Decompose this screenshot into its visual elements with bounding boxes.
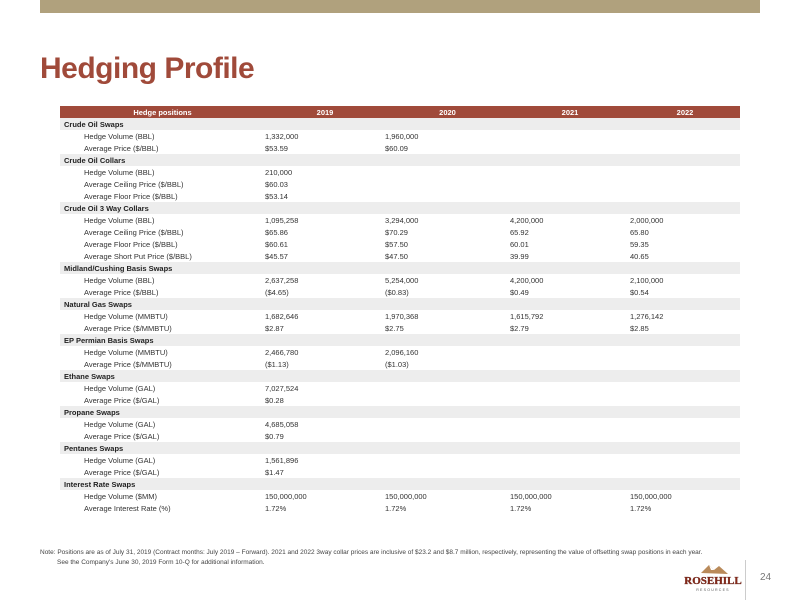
section-header-row (60, 262, 740, 274)
value-cell-2021: 4,200,000 (510, 215, 544, 225)
value-cell-2022 (630, 178, 740, 190)
value-cell-2022 (630, 346, 740, 358)
footer-divider (745, 560, 746, 600)
footnote-line-2: See the Company's June 30, 2019 Form 10-Q for additional information. (57, 559, 265, 566)
row-label: Average Ceiling Price ($/BBL) (84, 227, 184, 237)
row-label: Average Price ($/GAL) (84, 395, 160, 405)
value-cell-2020: 1,960,000 (385, 131, 419, 141)
hedge-table-container (60, 106, 740, 514)
table-row (60, 430, 740, 442)
table-row (60, 142, 740, 154)
table-row (60, 190, 740, 202)
value-cell-2020: 1.72% (385, 503, 407, 513)
table-row (60, 394, 740, 406)
header-year-2020: 2020 (385, 106, 510, 118)
row-label: Hedge Volume (BBL) (84, 167, 155, 177)
section-header-row (60, 334, 740, 346)
top-accent-bar (40, 0, 760, 13)
value-cell-2021 (510, 130, 630, 142)
value-cell-2020 (385, 394, 510, 406)
section-title: Interest Rate Swaps (60, 478, 740, 490)
value-cell-2021 (510, 190, 630, 202)
table-row (60, 418, 740, 430)
value-cell-2021: $0.49 (510, 287, 529, 297)
row-label: Average Floor Price ($/BBL) (84, 239, 178, 249)
table-row (60, 286, 740, 298)
value-cell-2021 (510, 346, 630, 358)
value-cell-2022: 1.72% (630, 503, 652, 513)
table-row (60, 322, 740, 334)
section-title: Crude Oil 3 Way Collars (60, 202, 740, 214)
value-cell-2022 (630, 190, 740, 202)
table-row (60, 274, 740, 286)
value-cell-2019: 1.72% (265, 503, 287, 513)
value-cell-2022 (630, 142, 740, 154)
value-cell-2021: 1,615,792 (510, 311, 544, 321)
value-cell-2022 (630, 394, 740, 406)
row-label: Hedge Volume (GAL) (84, 383, 156, 393)
header-hedge-positions: Hedge positions (60, 106, 265, 118)
value-cell-2022: 40.65 (630, 251, 649, 261)
value-cell-2020 (385, 454, 510, 466)
value-cell-2019: 210,000 (265, 167, 293, 177)
value-cell-2021 (510, 430, 630, 442)
table-row (60, 502, 740, 514)
section-header-row (60, 202, 740, 214)
footnote (40, 548, 720, 568)
value-cell-2021 (510, 142, 630, 154)
value-cell-2022 (630, 466, 740, 478)
value-cell-2019: 1,095,258 (265, 215, 299, 225)
value-cell-2019: ($1.13) (265, 359, 289, 369)
table-row (60, 454, 740, 466)
value-cell-2021 (510, 466, 630, 478)
table-row (60, 226, 740, 238)
row-label: Average Price ($/GAL) (84, 431, 160, 441)
section-header-row (60, 154, 740, 166)
header-year-2019: 2019 (265, 106, 385, 118)
value-cell-2020: $47.50 (385, 251, 408, 261)
table-row (60, 130, 740, 142)
value-cell-2019: $45.57 (265, 251, 288, 261)
row-label: Average Price ($/BBL) (84, 143, 159, 153)
value-cell-2021: 1.72% (510, 503, 532, 513)
table-row (60, 490, 740, 502)
value-cell-2020 (385, 382, 510, 394)
value-cell-2021: 39.99 (510, 251, 529, 261)
value-cell-2020: 3,294,000 (385, 215, 419, 225)
value-cell-2021 (510, 382, 630, 394)
value-cell-2021 (510, 166, 630, 178)
table-row (60, 250, 740, 262)
value-cell-2020: ($1.03) (385, 359, 409, 369)
page-number: 24 (760, 572, 772, 583)
value-cell-2019: 2,466,780 (265, 347, 299, 357)
value-cell-2022: 150,000,000 (630, 491, 672, 501)
section-title: Propane Swaps (60, 406, 740, 418)
value-cell-2019: $0.28 (265, 395, 284, 405)
value-cell-2020: $2.75 (385, 323, 404, 333)
value-cell-2020: 2,096,160 (385, 347, 419, 357)
value-cell-2021 (510, 358, 630, 370)
value-cell-2022 (630, 382, 740, 394)
table-row (60, 214, 740, 226)
value-cell-2020: 1,970,368 (385, 311, 419, 321)
table-row (60, 382, 740, 394)
section-header-row (60, 118, 740, 130)
row-label: Hedge Volume (BBL) (84, 131, 155, 141)
value-cell-2020 (385, 418, 510, 430)
table-row (60, 310, 740, 322)
value-cell-2021 (510, 454, 630, 466)
header-year-2021: 2021 (510, 106, 630, 118)
value-cell-2020: 5,254,000 (385, 275, 419, 285)
value-cell-2019: 7,027,524 (265, 383, 299, 393)
row-label: Average Price ($/GAL) (84, 467, 160, 477)
value-cell-2021 (510, 178, 630, 190)
value-cell-2019: $0.79 (265, 431, 284, 441)
value-cell-2019: 1,332,000 (265, 131, 299, 141)
section-header-row (60, 370, 740, 382)
table-row (60, 166, 740, 178)
value-cell-2022: 59.35 (630, 239, 649, 249)
value-cell-2022: 2,100,000 (630, 275, 664, 285)
value-cell-2022: 1,276,142 (630, 311, 664, 321)
value-cell-2022 (630, 430, 740, 442)
value-cell-2019: $53.14 (265, 191, 288, 201)
table-row (60, 358, 740, 370)
value-cell-2022: 65.80 (630, 227, 649, 237)
row-label: Average Price ($/MMBTU) (84, 323, 172, 333)
value-cell-2020 (385, 190, 510, 202)
value-cell-2022 (630, 166, 740, 178)
row-label: Hedge Volume (GAL) (84, 455, 156, 465)
value-cell-2021 (510, 418, 630, 430)
section-title: Crude Oil Swaps (60, 118, 740, 130)
value-cell-2022 (630, 454, 740, 466)
value-cell-2021: 60.01 (510, 239, 529, 249)
table-body (60, 118, 740, 514)
row-label: Hedge Volume (BBL) (84, 215, 155, 225)
section-title: Crude Oil Collars (60, 154, 740, 166)
value-cell-2021 (510, 394, 630, 406)
section-header-row (60, 406, 740, 418)
value-cell-2020: 150,000,000 (385, 491, 427, 501)
value-cell-2019: 1,682,646 (265, 311, 299, 321)
value-cell-2021: 4,200,000 (510, 275, 544, 285)
value-cell-2019: 150,000,000 (265, 491, 307, 501)
row-label: Hedge Volume (GAL) (84, 419, 156, 429)
page-title: Hedging Profile (40, 52, 255, 85)
section-title: Ethane Swaps (60, 370, 740, 382)
row-label: Average Price ($/MMBTU) (84, 359, 172, 369)
section-title: Pentanes Swaps (60, 442, 740, 454)
section-title: Natural Gas Swaps (60, 298, 740, 310)
value-cell-2022: 2,000,000 (630, 215, 664, 225)
value-cell-2021: 150,000,000 (510, 491, 552, 501)
value-cell-2019: $65.86 (265, 227, 288, 237)
value-cell-2020 (385, 178, 510, 190)
logo-wordmark: ROSEHILL (684, 575, 742, 587)
row-label: Average Ceiling Price ($/BBL) (84, 179, 184, 189)
section-header-row (60, 442, 740, 454)
section-header-row (60, 478, 740, 490)
table-header-row (60, 106, 740, 118)
value-cell-2022: $2.85 (630, 323, 649, 333)
value-cell-2020: $60.09 (385, 143, 408, 153)
value-cell-2019: $60.61 (265, 239, 288, 249)
row-label: Hedge Volume ($MM) (84, 491, 157, 501)
value-cell-2019: 2,637,258 (265, 275, 299, 285)
row-label: Hedge Volume (MMBTU) (84, 311, 168, 321)
section-title: Midland/Cushing Basis Swaps (60, 262, 740, 274)
value-cell-2019: $53.59 (265, 143, 288, 153)
value-cell-2020: $57.50 (385, 239, 408, 249)
section-title: EP Permian Basis Swaps (60, 334, 740, 346)
value-cell-2019: $60.03 (265, 179, 288, 189)
hedge-table (60, 106, 740, 514)
table-row (60, 466, 740, 478)
value-cell-2020: $70.29 (385, 227, 408, 237)
section-header-row (60, 298, 740, 310)
value-cell-2019: $2.87 (265, 323, 284, 333)
logo-subtext: RESOURCES (696, 588, 730, 592)
footnote-line-1: Note: Positions are as of July 31, 2019 (Contract months: July 2019 – Forward). 2021 and 2022 3way collar prices are inclusive of $23.2 and $8.7 million, respectively, representing the value of offsetting swap positions in each year. (40, 549, 703, 556)
value-cell-2021: $2.79 (510, 323, 529, 333)
table-row (60, 178, 740, 190)
value-cell-2020: ($0.83) (385, 287, 409, 297)
table-row (60, 346, 740, 358)
rosehill-logo (683, 562, 743, 594)
row-label: Average Interest Rate (%) (84, 503, 171, 513)
row-label: Average Price ($/BBL) (84, 287, 159, 297)
row-label: Average Floor Price ($/BBL) (84, 191, 178, 201)
value-cell-2019: $1.47 (265, 467, 284, 477)
header-year-2022: 2022 (630, 106, 740, 118)
value-cell-2019: 4,685,058 (265, 419, 299, 429)
value-cell-2020 (385, 166, 510, 178)
row-label: Average Short Put Price ($/BBL) (84, 251, 192, 261)
value-cell-2021: 65.92 (510, 227, 529, 237)
value-cell-2022: $0.54 (630, 287, 649, 297)
row-label: Hedge Volume (MMBTU) (84, 347, 168, 357)
value-cell-2022 (630, 358, 740, 370)
row-label: Hedge Volume (BBL) (84, 275, 155, 285)
value-cell-2019: ($4.65) (265, 287, 289, 297)
value-cell-2022 (630, 418, 740, 430)
value-cell-2020 (385, 466, 510, 478)
value-cell-2022 (630, 130, 740, 142)
value-cell-2020 (385, 430, 510, 442)
value-cell-2019: 1,561,896 (265, 455, 299, 465)
table-row (60, 238, 740, 250)
